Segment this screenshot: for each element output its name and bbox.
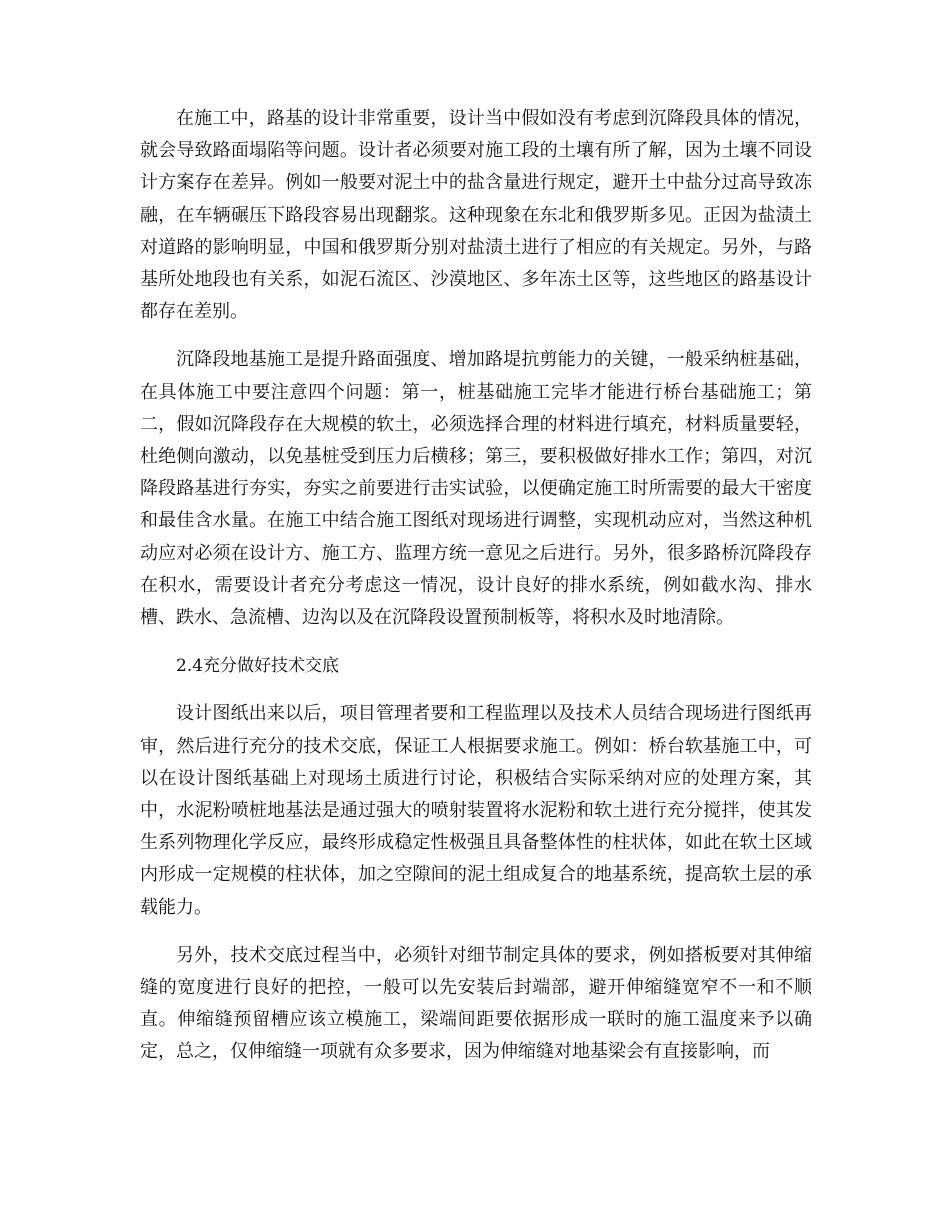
document-page — [140, 103, 812, 1085]
section-heading: 2.4充分做好技术交底 — [176, 656, 340, 677]
paragraph-expansion-joint: 另外，技术交底过程当中，必须针对细节制定具体的要求，例如搭板要对其伸缩缝的宽度进行良好的把控，一般可以先安装后封端部，避开伸缩缝宽窄不一和不顺直。伸缩缝预留槽应该立模施工，梁端间距要依据形成一联时的施工温度来予以确定，总之，仅伸缩缝一项就有众多要求，因为伸缩缝对地基梁会有直接影响，而 — [140, 944, 812, 1063]
paragraph-technical-briefing: 设计图纸出来以后，项目管理者要和工程监理以及技术人员结合现场进行图纸再审，然后进行充分的技术交底，保证工人根据要求施工。例如：桥台软基施工中，可以在设计图纸基础上对现场土质进行讨论，积极结合实际采纳对应的处理方案，其中，水泥粉喷桩地基法是通过强大的喷射装置将水泥粉和软土进行充分搅拌，使其发生系列物理化学反应，最终形成稳定性极强且具备整体性的柱状体，如此在软土区域内形成一定规模的柱状体，加之空隙间的泥土组成复合的地基系统，提高软土层的承载能力。 — [140, 703, 812, 918]
paragraph-settlement-foundation: 沉降段地基施工是提升路面强度、增加路堤抗剪能力的关键，一般采纳桩基础，在具体施工中要注意四个问题：第一，桩基础施工完毕才能进行桥台基础施工；第二，假如沉降段存在大规模的软土，必须选择合理的材料进行填充，材料质量要轻，杜绝侧向激动，以免基桩受到压力后横移；第三，要积极做好排水工作；第四，对沉降段路基进行夯实，夯实之前要进行击实试验，以便确定施工时所需要的最大干密度和最佳含水量。在施工中结合施工图纸对现场进行调整，实现机动应对，当然这种机动应对必须在设计方、施工方、监理方统一意见之后进行。另外，很多路桥沉降段存在积水，需要设计者充分考虑这一情况，设计良好的排水系统，例如截水沟、排水槽、跌水、急流槽、边沟以及在沉降段设置预制板等，将积水及时地清除。 — [140, 349, 812, 629]
paragraph-subgrade-design: 在施工中，路基的设计非常重要，设计当中假如没有考虑到沉降段具体的情况，就会导致路面塌陷等问题。设计者必须要对施工段的土壤有所了解，因为土壤不同设计方案存在差异。例如一般要对泥土中的盐含量进行规定，避开土中盐分过高导致冻融，在车辆碾压下路段容易出现翻浆。这种现象在东北和俄罗斯多见。正因为盐渍土对道路的影响明显，中国和俄罗斯分别对盐渍土进行了相应的有关规定。另外，与路基所处地段也有关系，如泥石流区、沙漠地区、多年冻土区等，这些地区的路基设计都存在差别。 — [140, 108, 812, 323]
